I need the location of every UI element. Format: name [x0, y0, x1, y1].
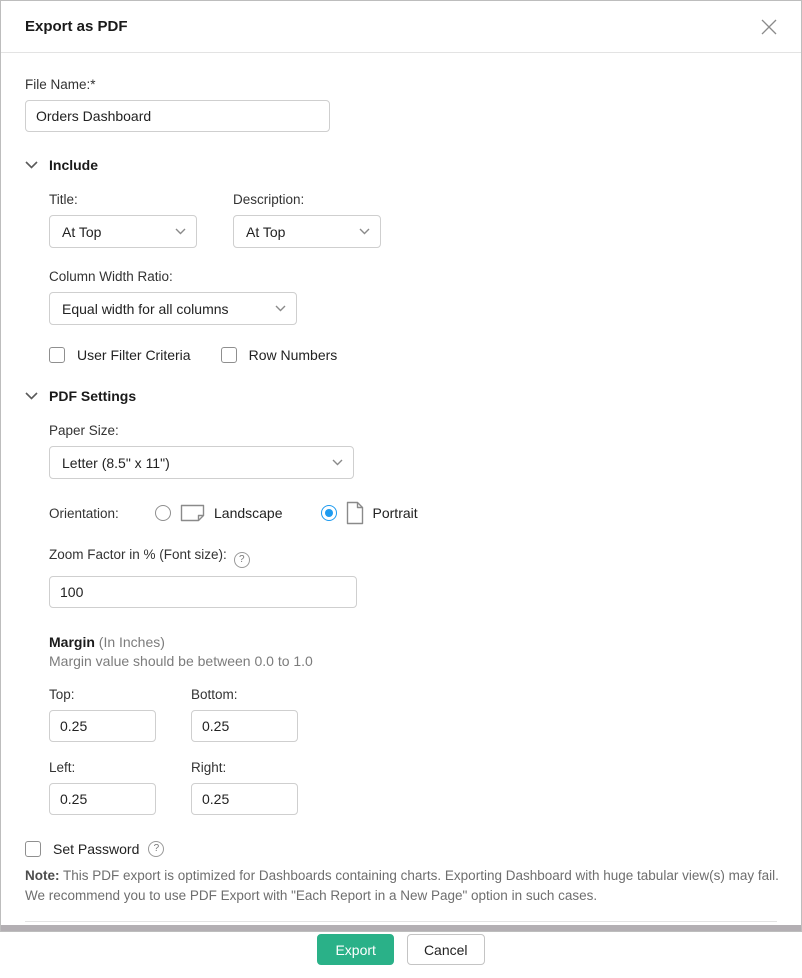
paper-size-group [49, 423, 777, 479]
portrait-radio[interactable] [321, 501, 418, 525]
zoom-factor-label [49, 547, 777, 568]
margin-left-group [49, 760, 191, 815]
radio-selected-icon [321, 505, 337, 521]
margin-top-input[interactable] [49, 710, 156, 742]
margin-heading [49, 634, 777, 650]
paper-size-value: Letter (8.5" x 11") [62, 454, 170, 471]
note-body: This PDF export is optimized for Dashboards containing charts. Exporting Dashboard with huge tabular view(s) may fail. We recommend you to use PDF Export with "Each Report in a New Page" option in such cases. [25, 867, 779, 904]
margin-bottom-group [191, 687, 333, 742]
set-password-checkbox[interactable] [25, 841, 41, 857]
orientation-row [49, 501, 777, 525]
chevron-down-icon [275, 305, 286, 312]
margin-heading-text: Margin [49, 633, 95, 650]
user-filter-criteria-checkbox[interactable] [49, 347, 191, 363]
landscape-label: Landscape [214, 505, 283, 521]
margin-unit-hint [99, 634, 165, 650]
close-icon[interactable] [759, 17, 779, 37]
note-text [25, 866, 781, 908]
margin-left-label: Left: [49, 759, 76, 775]
zoom-factor-group [49, 547, 777, 608]
margin-right-label: Right: [191, 759, 227, 775]
row-numbers-label: Row Numbers [248, 347, 338, 363]
column-width-ratio-value: Equal width for all columns [62, 300, 229, 317]
help-icon[interactable]: ? [234, 552, 250, 568]
column-width-ratio-group [49, 269, 777, 325]
checkbox-icon [49, 347, 65, 363]
landscape-page-icon [180, 504, 205, 522]
column-width-ratio-label: Column Width Ratio: [49, 269, 173, 284]
dialog-title: Export as PDF [25, 18, 128, 35]
landscape-radio[interactable] [155, 504, 283, 522]
margin-bottom-label: Bottom: [191, 686, 238, 702]
include-section-content [49, 192, 777, 363]
note-prefix: Note: [25, 867, 60, 883]
title-select-value: At Top [62, 223, 102, 240]
paper-size-label: Paper Size: [49, 423, 119, 438]
dialog-body [1, 53, 801, 978]
dialog-header [1, 1, 801, 53]
orientation-label: Orientation: [49, 505, 119, 521]
chevron-down-icon [25, 392, 38, 400]
paper-size-select[interactable] [49, 446, 354, 479]
row-numbers-checkbox[interactable] [221, 347, 338, 363]
pdf-settings-section-content [49, 423, 777, 815]
pdf-settings-section-title: PDF Settings [49, 388, 137, 404]
chevron-down-icon [359, 228, 370, 235]
cancel-button[interactable]: Cancel [407, 934, 485, 965]
include-section-header[interactable] [25, 157, 777, 173]
pdf-settings-section-header[interactable] [25, 388, 777, 404]
margin-top-group [49, 687, 191, 742]
radio-unselected-icon [155, 505, 171, 521]
set-password-row [25, 841, 777, 857]
margin-range-hint: Margin value should be between 0.0 to 1.0 [49, 652, 313, 669]
checkbox-icon [221, 347, 237, 363]
portrait-label: Portrait [372, 505, 418, 521]
margin-left-input[interactable] [49, 783, 156, 815]
description-field-group [233, 192, 381, 248]
user-filter-criteria-label: User Filter Criteria [77, 347, 191, 363]
title-label: Title: [49, 192, 78, 207]
column-width-ratio-select[interactable] [49, 292, 297, 325]
file-name-label: File Name:* [25, 77, 96, 92]
portrait-page-icon [346, 501, 364, 525]
margin-top-label: Top: [49, 686, 75, 702]
margin-right-group [191, 760, 333, 815]
chevron-down-icon [25, 161, 38, 169]
title-select[interactable] [49, 215, 197, 248]
chevron-down-icon [332, 459, 343, 466]
margin-bottom-input[interactable] [191, 710, 298, 742]
zoom-factor-input[interactable] [49, 576, 357, 608]
chevron-down-icon [175, 228, 186, 235]
file-name-input[interactable] [25, 100, 330, 132]
zoom-factor-label-text: Zoom Factor in % (Font size): [49, 547, 227, 562]
title-field-group [49, 192, 197, 248]
description-select[interactable] [233, 215, 381, 248]
include-section-title: Include [49, 157, 99, 173]
margin-right-input[interactable] [191, 783, 298, 815]
help-icon[interactable]: ? [148, 841, 164, 857]
description-select-value: At Top [246, 223, 286, 240]
set-password-label: Set Password [53, 840, 140, 857]
export-button[interactable]: Export [317, 934, 393, 965]
description-label: Description: [233, 192, 305, 207]
margin-unit-hint-text: (In Inches) [98, 633, 165, 650]
background-page-strip [1, 925, 801, 931]
